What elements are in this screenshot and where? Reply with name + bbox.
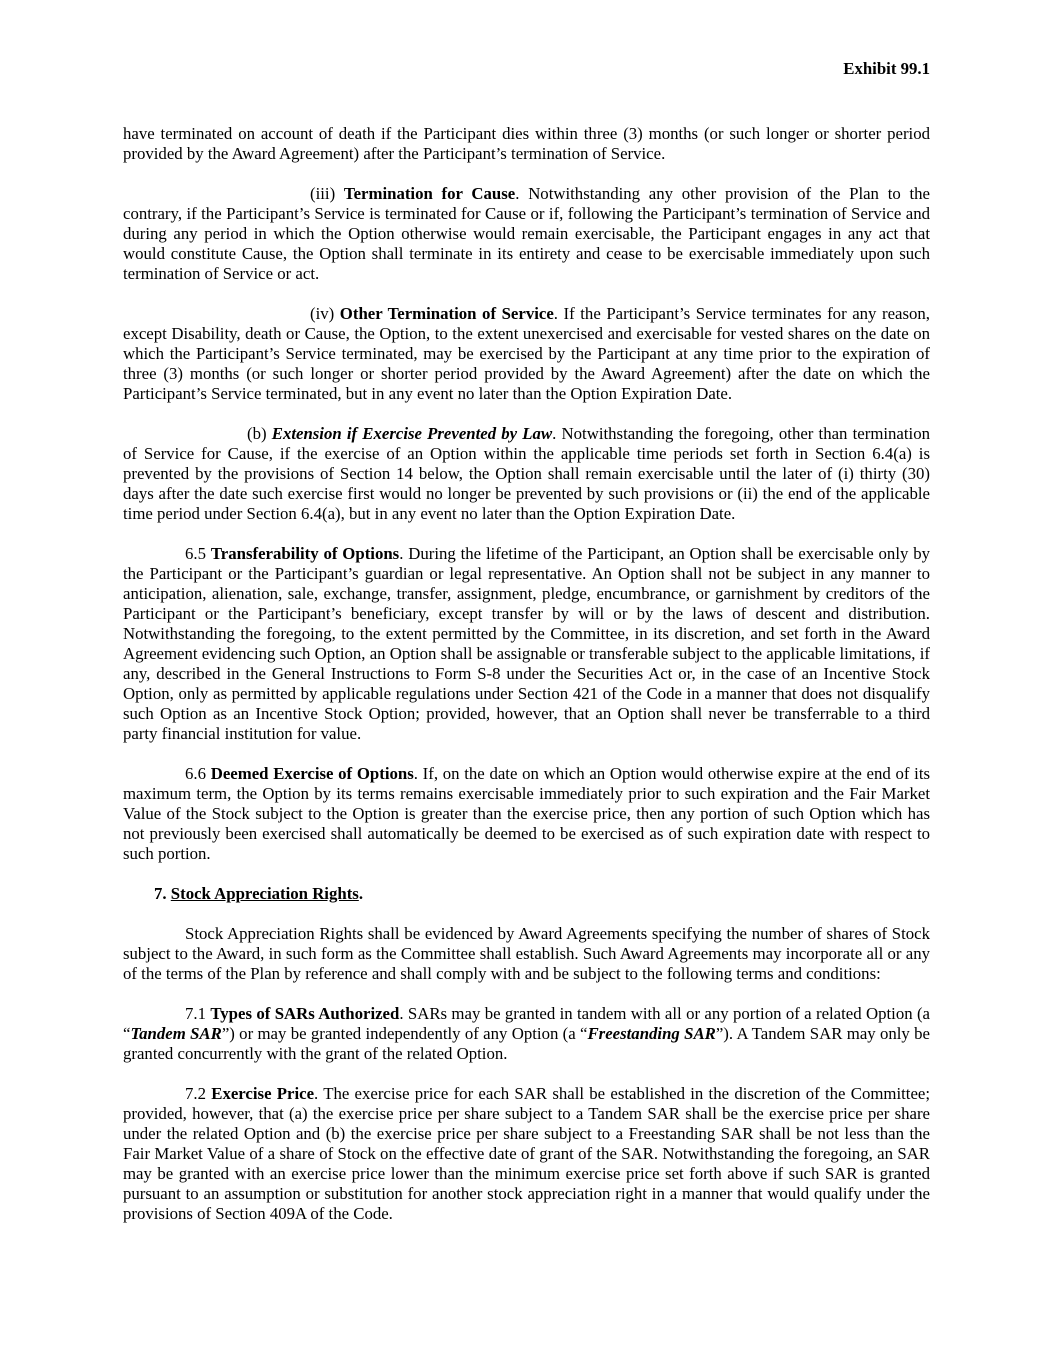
body-text: Stock Appreciation Rights shall be evidenced by Award Agreements specifying the number of shares of Stock subject to the Award, in such form as the Committee shall establish. Such Award Agreements may incorporate all or any of the terms of the Plan by reference and shall comply with and be subject to the following terms and conditions: bbox=[123, 924, 930, 983]
emphasis-text: Freestanding SAR bbox=[587, 1024, 716, 1043]
body-text: have terminated on account of death if the Participant dies within three (3) months (or such longer or shorter period provided by the Award Agreement) after the Participant’s termination of Service. bbox=[123, 124, 930, 163]
paragraph-6-5-transferability-of-options bbox=[123, 544, 930, 744]
body-text: . If, on the date on which an Option would otherwise expire at the end of its maximum term, the Option by its terms remains exercisable immediately prior to such expiration and the Fair Market Value of the Stock subject to the Option is greater than the exercise price, then any portion of such Option which has not previously been exercised shall automatically be deemed to be exercised as of such expiration date with respect to such portion. bbox=[123, 764, 931, 863]
body-text: 7.2 bbox=[185, 1084, 212, 1103]
document-body bbox=[123, 124, 930, 1224]
emphasis-text: Extension if Exercise Prevented by Law bbox=[271, 424, 553, 443]
body-text: (iii) bbox=[310, 184, 344, 203]
body-text: . The exercise price for each SAR shall be established in the discretion of the Committee; provided, however, that (a) the exercise price per share subject to a Tandem SAR shall be the exercise price per share under the related Option and (b) the exercise price per share subject to a Freestanding SAR shall be not less than the Fair Market Value of a share of Stock on the effective date of grant of the SAR. Notwithstanding the foregoing, an SAR may be granted with an exercise price lower than the minimum exercise price set forth above if such SAR is granted pursuant to an assumption or substitution for another stock appreciation right in a manner that would qualify under the provisions of Section 409A of the Code. bbox=[123, 1084, 930, 1223]
body-text: . SARs may be granted in tandem with all or any portion of a related Option (a “ bbox=[123, 1004, 931, 1043]
emphasis-text: Tandem SAR bbox=[130, 1024, 222, 1043]
body-text: 7.1 bbox=[185, 1004, 211, 1023]
body-text: . Notwithstanding the foregoing, other than termination of Service for Cause, if the exercise of an Option within the applicable time periods set forth in Section 6.4(a) is prevented by the provisions of Section 14 below, the Option shall remain exercisable until the later of (i) thirty (30) days after the date such exercise first would no longer be prevented by such provisions or (ii) the end of the applicable time period under Section 6.4(a), but in any event no later than the Option Expiration Date. bbox=[123, 424, 930, 523]
paragraph-b-extension-if-exercise-prevented-by-law bbox=[123, 424, 930, 524]
paragraph-6-6-deemed-exercise-of-options bbox=[123, 764, 930, 864]
paragraph-7-2-exercise-price bbox=[123, 1084, 930, 1224]
emphasis-text: Transferability of Options bbox=[210, 544, 400, 563]
body-text: 6.6 bbox=[185, 764, 211, 783]
body-text: ”) or may be granted independently of any Option (a “ bbox=[221, 1024, 588, 1043]
paragraph-iii-termination-for-cause bbox=[123, 184, 930, 284]
emphasis-text: Termination for Cause bbox=[343, 184, 516, 203]
body-text: . Notwithstanding any other provision of the Plan to the contrary, if the Participant’s Service is terminated for Cause or if, following the Participant’s termination of Service and during any period in which the Option otherwise would remain exercisable, the Participant engages in any act that would constitute Cause, the Option shall terminate in its entirety and cease to be exercisable immediately upon such termination of Service or act. bbox=[123, 184, 930, 283]
emphasis-text: 7. bbox=[154, 884, 171, 903]
exhibit-label: Exhibit 99.1 bbox=[843, 59, 930, 78]
body-text: 6.5 bbox=[185, 544, 211, 563]
body-text: (iv) bbox=[310, 304, 340, 323]
body-text: ”). A Tandem SAR may only be granted concurrently with the grant of the related Option. bbox=[123, 1024, 930, 1063]
heading-7-stock-appreciation-rights bbox=[123, 884, 930, 904]
underlined-text: Stock Appreciation Rights bbox=[170, 884, 359, 903]
emphasis-text: Types of SARs Authorized bbox=[210, 1004, 400, 1023]
emphasis-text: Exercise Price bbox=[211, 1084, 315, 1103]
paragraph-7-1-types-of-sars-authorized bbox=[123, 1004, 930, 1064]
emphasis-text: Other Termination of Service bbox=[339, 304, 554, 323]
body-text: . During the lifetime of the Participant, an Option shall be exercisable only by the Participant or the Participant’s guardian or legal representative. An Option shall not be subject in any manner to anticipation, alienation, sale, exchange, transfer, assignment, pledge, encumbrance, or garnishment by creditors of the Participant or the Participant’s beneficiary, except transfer by will or by the laws of descent and distribution. Notwithstanding the foregoing, to the extent permitted by the Committee, in its discretion, and set forth in the Award Agreement evidencing such Option, an Option shall be assignable or transferable subject to the applicable limitations, if any, described in the General Instructions to Form S-8 under the Securities Act or, in the case of an Incentive Stock Option, only as permitted by applicable regulations under Section 421 of the Code in a manner that does not disqualify such Option as an Incentive Stock Option; provided, however, that an Option shall never be transferrable to a third party financial institution for value. bbox=[123, 544, 930, 743]
emphasis-text: Deemed Exercise of Options bbox=[210, 764, 414, 783]
body-text: (b) bbox=[247, 424, 272, 443]
paragraph-sar-evidenced-by-award-agreements bbox=[123, 924, 930, 984]
paragraph-death-period-continuation bbox=[123, 124, 930, 164]
paragraph-iv-other-termination-of-service bbox=[123, 304, 930, 404]
emphasis-text: . bbox=[358, 884, 364, 903]
body-text: . If the Participant’s Service terminates for any reason, except Disability, death or Cause, the Option, to the extent unexercised and exercisable for vested shares on the date on which the Participant’s Service terminated, may be exercised by the Participant at any time prior to the expiration of three (3) months (or such longer or shorter period provided by the Award Agreement) after the date on which the Participant’s Service terminated, but in any event no later than the Option Expiration Date. bbox=[123, 304, 930, 403]
